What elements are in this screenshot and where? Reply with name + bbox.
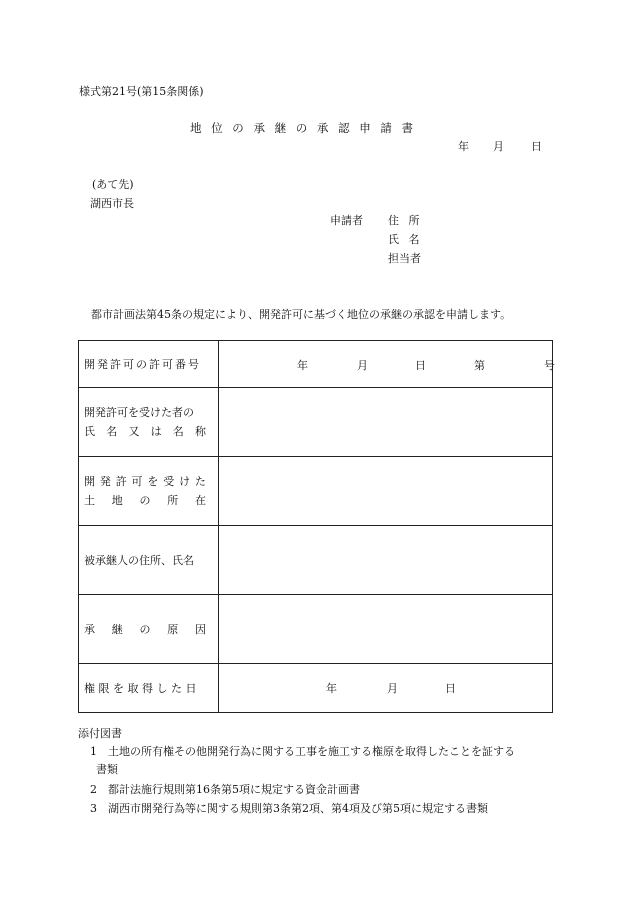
row-acquisition-date xyxy=(79,664,553,713)
application-statement: 都市計画法第45条の規定により、開発許可に基づく地位の承継の承認を申請します。 xyxy=(91,308,512,321)
succession-cause-field[interactable] xyxy=(219,595,553,664)
document-title: 地 位 の 承 継 の 承 認 申 請 書 xyxy=(190,121,414,135)
row-permit-number xyxy=(79,341,553,388)
permit-year: 年 xyxy=(297,359,308,372)
permit-no-suffix: 号 xyxy=(544,359,555,372)
attachment-item-1-cont: 書類 xyxy=(96,763,118,776)
succession-cause-label: 承 継 の 原 因 xyxy=(79,595,219,664)
person-in-charge-label: 担当者 xyxy=(388,252,421,265)
acq-day: 日 xyxy=(445,682,456,695)
permit-land-field[interactable] xyxy=(219,457,553,526)
predecessor-field[interactable] xyxy=(219,526,553,595)
attachment-item-3: 3 湖西市開発行為等に関する規則第3条第2項、第4項及び第5項に規定する書類 xyxy=(90,802,488,815)
acq-year: 年 xyxy=(326,682,337,695)
date-year: 年 xyxy=(458,140,469,153)
row-predecessor xyxy=(79,526,553,595)
applicant-address-label: 住 所 xyxy=(388,214,420,227)
permit-land-label: 開 発 許 可 を 受 け た 土 地 の 所 在 xyxy=(79,457,219,526)
acq-month: 月 xyxy=(387,682,398,695)
row-permit-land xyxy=(79,457,553,526)
permit-holder-label: 開発許可を受けた者の 氏 名 又 は 名 称 xyxy=(79,388,219,457)
submission-date xyxy=(458,138,542,154)
attachment-item-1: 1 土地の所有権その他開発行為に関する工事を施工する権原を取得したことを証する xyxy=(90,745,515,758)
permit-holder-field[interactable] xyxy=(219,388,553,457)
attachments-title: 添付図書 xyxy=(78,727,122,740)
applicant-name-label: 氏 名 xyxy=(388,233,420,246)
acquisition-date-label: 権限を取得した日 xyxy=(79,664,219,713)
permit-number-label: 開発許可の許可番号 xyxy=(79,341,219,388)
permit-no-prefix: 第 xyxy=(474,359,485,372)
predecessor-label: 被承継人の住所、氏名 xyxy=(79,526,219,595)
addressee-mayor: 湖西市長 xyxy=(90,197,134,210)
addressee-label: (あて先) xyxy=(92,178,134,191)
application-form-table xyxy=(78,340,553,713)
permit-number-field[interactable] xyxy=(219,341,553,388)
acquisition-date-field[interactable] xyxy=(219,664,553,713)
permit-day: 日 xyxy=(415,359,426,372)
permit-month: 月 xyxy=(357,359,368,372)
row-succession-cause xyxy=(79,595,553,664)
date-day: 日 xyxy=(531,140,542,153)
row-permit-holder xyxy=(79,388,553,457)
form-number: 様式第21号(第15条関係) xyxy=(79,85,204,98)
attachment-item-2: 2 都計法施行規則第16条第5項に規定する資金計画書 xyxy=(90,783,360,796)
applicant-label: 申請者 xyxy=(330,214,363,227)
date-month: 月 xyxy=(493,140,504,153)
